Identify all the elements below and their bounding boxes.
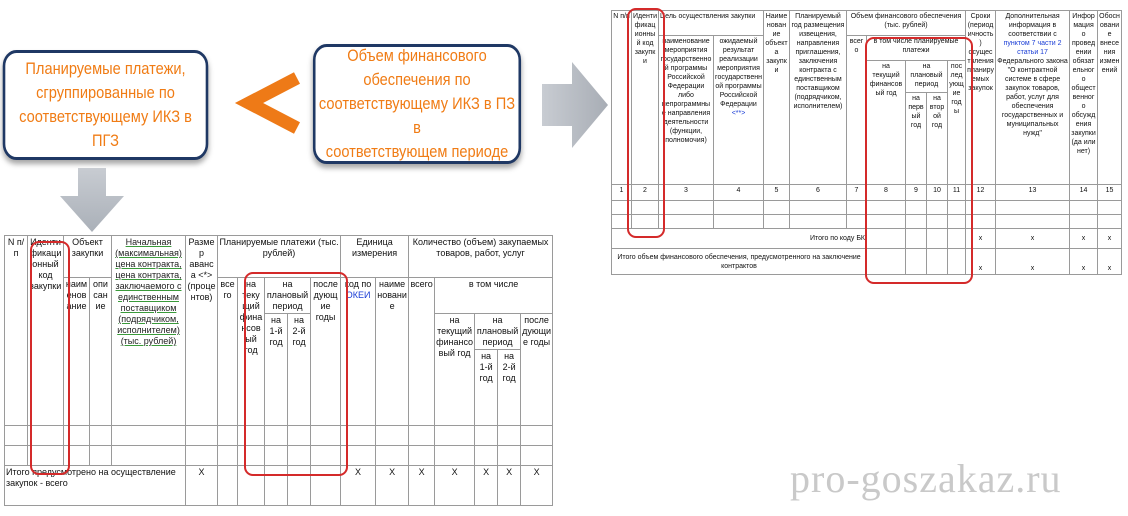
pz-h-num: N п/п (612, 11, 632, 185)
pgz-h-qty-total: всего (409, 278, 435, 426)
pz-x: x (1070, 249, 1098, 275)
pz-x: x (1098, 249, 1122, 275)
table-row (5, 426, 553, 446)
pgz-h-y1: на 1-й год (265, 314, 288, 426)
pgz-h-object: Объект закупки (64, 236, 112, 278)
pz-x: x (1098, 229, 1122, 249)
pz-col-num: 8 (867, 185, 906, 201)
pz-h-fin: Объем финансового обеспечения (тыс. рублей) (847, 11, 966, 36)
callout-pgz-payments (3, 50, 209, 160)
pz-h-add-post: Федерального закона "О контрактной системе в сфере закупок товаров, работ, услуг для обеспечения государственных и муниципальных нужд" (997, 58, 1068, 137)
pz-h-incl: в том числе планируемые платежи (867, 36, 966, 61)
pgz-table (4, 235, 553, 506)
pgz-h-okei-code (341, 278, 376, 426)
pz-total-all-row (612, 249, 1122, 275)
pgz-x: X (498, 466, 521, 506)
pgz-h-nmck-text: Начальная (максимальная) цена контракта, цена контракта, заключаемого с единственным поставщиком (подрядчиком, исполнителем) (тыс. рублей) (115, 237, 182, 346)
table-row (612, 201, 1122, 215)
pgz-h-qty: Количество (объем) закупаемых товаров, работ, услуг (409, 236, 553, 278)
pgz-h-q-next: последующие годы (521, 314, 553, 426)
pz-total-bk-row (612, 229, 1122, 249)
chevron-left-icon (231, 72, 305, 134)
pgz-h-plan: на плановый период (265, 278, 311, 314)
pgz-h-obj-name: наименование (64, 278, 90, 426)
pz-col-num: 4 (714, 185, 764, 201)
pz-col-num: 7 (847, 185, 867, 201)
pz-h-ikz: Идентификационный код закупки (632, 11, 659, 185)
pz-col-num: 1 (612, 185, 632, 201)
pz-h-goal-result-text: ожидаемый результат реализации мероприятия государственной программы Российской Федерации (715, 38, 762, 108)
pz-h-next: последующие годы (948, 61, 966, 185)
pgz-total-label: Итого предусмотрено на осуществление закупок - всего (5, 466, 186, 506)
pgz-x: X (186, 466, 218, 506)
pgz-h-okei-link[interactable]: ОКЕИ (345, 290, 371, 300)
pgz-h-q-current: на текущий финансовый год (435, 314, 475, 426)
pz-h-current: на текущий финансовый год (867, 61, 906, 185)
pz-h-obj: Наименование объекта закупки (764, 11, 790, 185)
pgz-h-total: всего (218, 278, 238, 426)
callout-pgz-text: Планируемые платежи, сгруппированные по соответствующему ИКЗ в ПГЗ (19, 59, 192, 150)
pgz-total-row (5, 466, 553, 506)
arrow-down-icon (60, 168, 124, 232)
pz-col-num: 14 (1070, 185, 1098, 201)
pgz-x: X (521, 466, 553, 506)
pgz-h-okei-code-text: код по (344, 279, 372, 289)
pz-h-goal-result (714, 36, 764, 185)
arrow-right-icon (542, 62, 608, 148)
pz-x: x (1070, 229, 1098, 249)
pz-x: x (966, 249, 996, 275)
pz-col-num: 12 (966, 185, 996, 201)
pgz-h-obj-desc: описание (90, 278, 112, 426)
pz-col-num: 15 (1098, 185, 1122, 201)
pgz-x: X (376, 466, 409, 506)
pz-number-row (612, 185, 1122, 201)
pgz-h-q-y2: на 2-й год (498, 350, 521, 426)
pz-col-num: 3 (659, 185, 714, 201)
pgz-h-current: на текущий финансовый год (238, 278, 265, 426)
pz-col-num: 5 (764, 185, 790, 201)
pgz-h-incl: в том числе (435, 278, 553, 314)
pz-h-goal-event: наименование мероприятия государственной программы Российской Федерации либо непрограммные направления деятельности (функции, полномочия) (659, 36, 714, 185)
callout-pz-volume (313, 44, 521, 164)
pz-total-all: Итого объем финансового обеспечения, предусмотренного на заключение контрактов (612, 249, 867, 275)
pz-col-num: 11 (948, 185, 966, 201)
pz-col-num: 13 (996, 185, 1070, 201)
pz-h-plan: на плановый период (906, 61, 948, 93)
pgz-h-nmck (112, 236, 186, 426)
pgz-h-advance: Размер аванса <*> (процентов) (186, 236, 218, 426)
pgz-h-payments: Планируемые платежи (тыс. рублей) (218, 236, 341, 278)
pz-h-year: Планируемый год размещения извещения, направления приглашения, заключения контракта с единственным поставщиком (подрядчиком, исполнителем) (790, 11, 847, 185)
pgz-h-unit: Единица измерения (341, 236, 409, 278)
pz-total-bk: Итого по коду БК (612, 229, 867, 249)
pgz-h-next: последующие годы (311, 278, 341, 426)
pgz-x: X (435, 466, 475, 506)
watermark: pro-goszakaz.ru (790, 456, 1062, 501)
pz-h-reason: Обоснование внесения изменений (1098, 11, 1122, 185)
pgz-h-num: N п/п (5, 236, 28, 426)
pgz-x: X (341, 466, 376, 506)
pgz-h-unit-name: наименование (376, 278, 409, 426)
pz-col-num: 9 (906, 185, 927, 201)
pgz-x: X (409, 466, 435, 506)
callout-pz-text: Объем финансового обеспечения по соответствующему ИКЗ в ПЗ в соответствующем периоде (318, 46, 516, 161)
pgz-h-ikz: Идентификационный код закупки (28, 236, 64, 426)
pz-col-num: 10 (927, 185, 948, 201)
pgz-h-y2: на 2-й год (288, 314, 311, 426)
pz-h-add-link[interactable]: пунктом 7 части 2 статьи 17 (1003, 40, 1062, 56)
pz-x: x (996, 229, 1070, 249)
pz-x: x (966, 229, 996, 249)
pz-h-y2: на второй год (927, 93, 948, 185)
pz-col-num: 2 (632, 185, 659, 201)
pz-h-goal: Цель осуществления закупки (659, 11, 764, 36)
pgz-h-q-plan: на плановый период (475, 314, 521, 350)
pz-x: x (996, 249, 1070, 275)
pz-col-num: 6 (790, 185, 847, 201)
pz-table (611, 10, 1122, 275)
pz-h-terms: Сроки (периодичность) осуществления планируемых закупок (966, 11, 996, 185)
pz-h-discuss: Информация о проведении обязательного общественного обсуждения закупки (да или нет) (1070, 11, 1098, 185)
table-row (5, 446, 553, 466)
pz-h-add (996, 11, 1070, 185)
pz-h-y1: на первый год (906, 93, 927, 185)
pgz-h-q-y1: на 1-й год (475, 350, 498, 426)
pgz-x: X (475, 466, 498, 506)
pz-h-goal-result-ref[interactable]: <**> (731, 110, 746, 117)
table-row (612, 215, 1122, 229)
pz-h-total: всего (847, 36, 867, 185)
pz-h-add-pre: Дополнительная информация в соответствии с (1005, 13, 1060, 38)
